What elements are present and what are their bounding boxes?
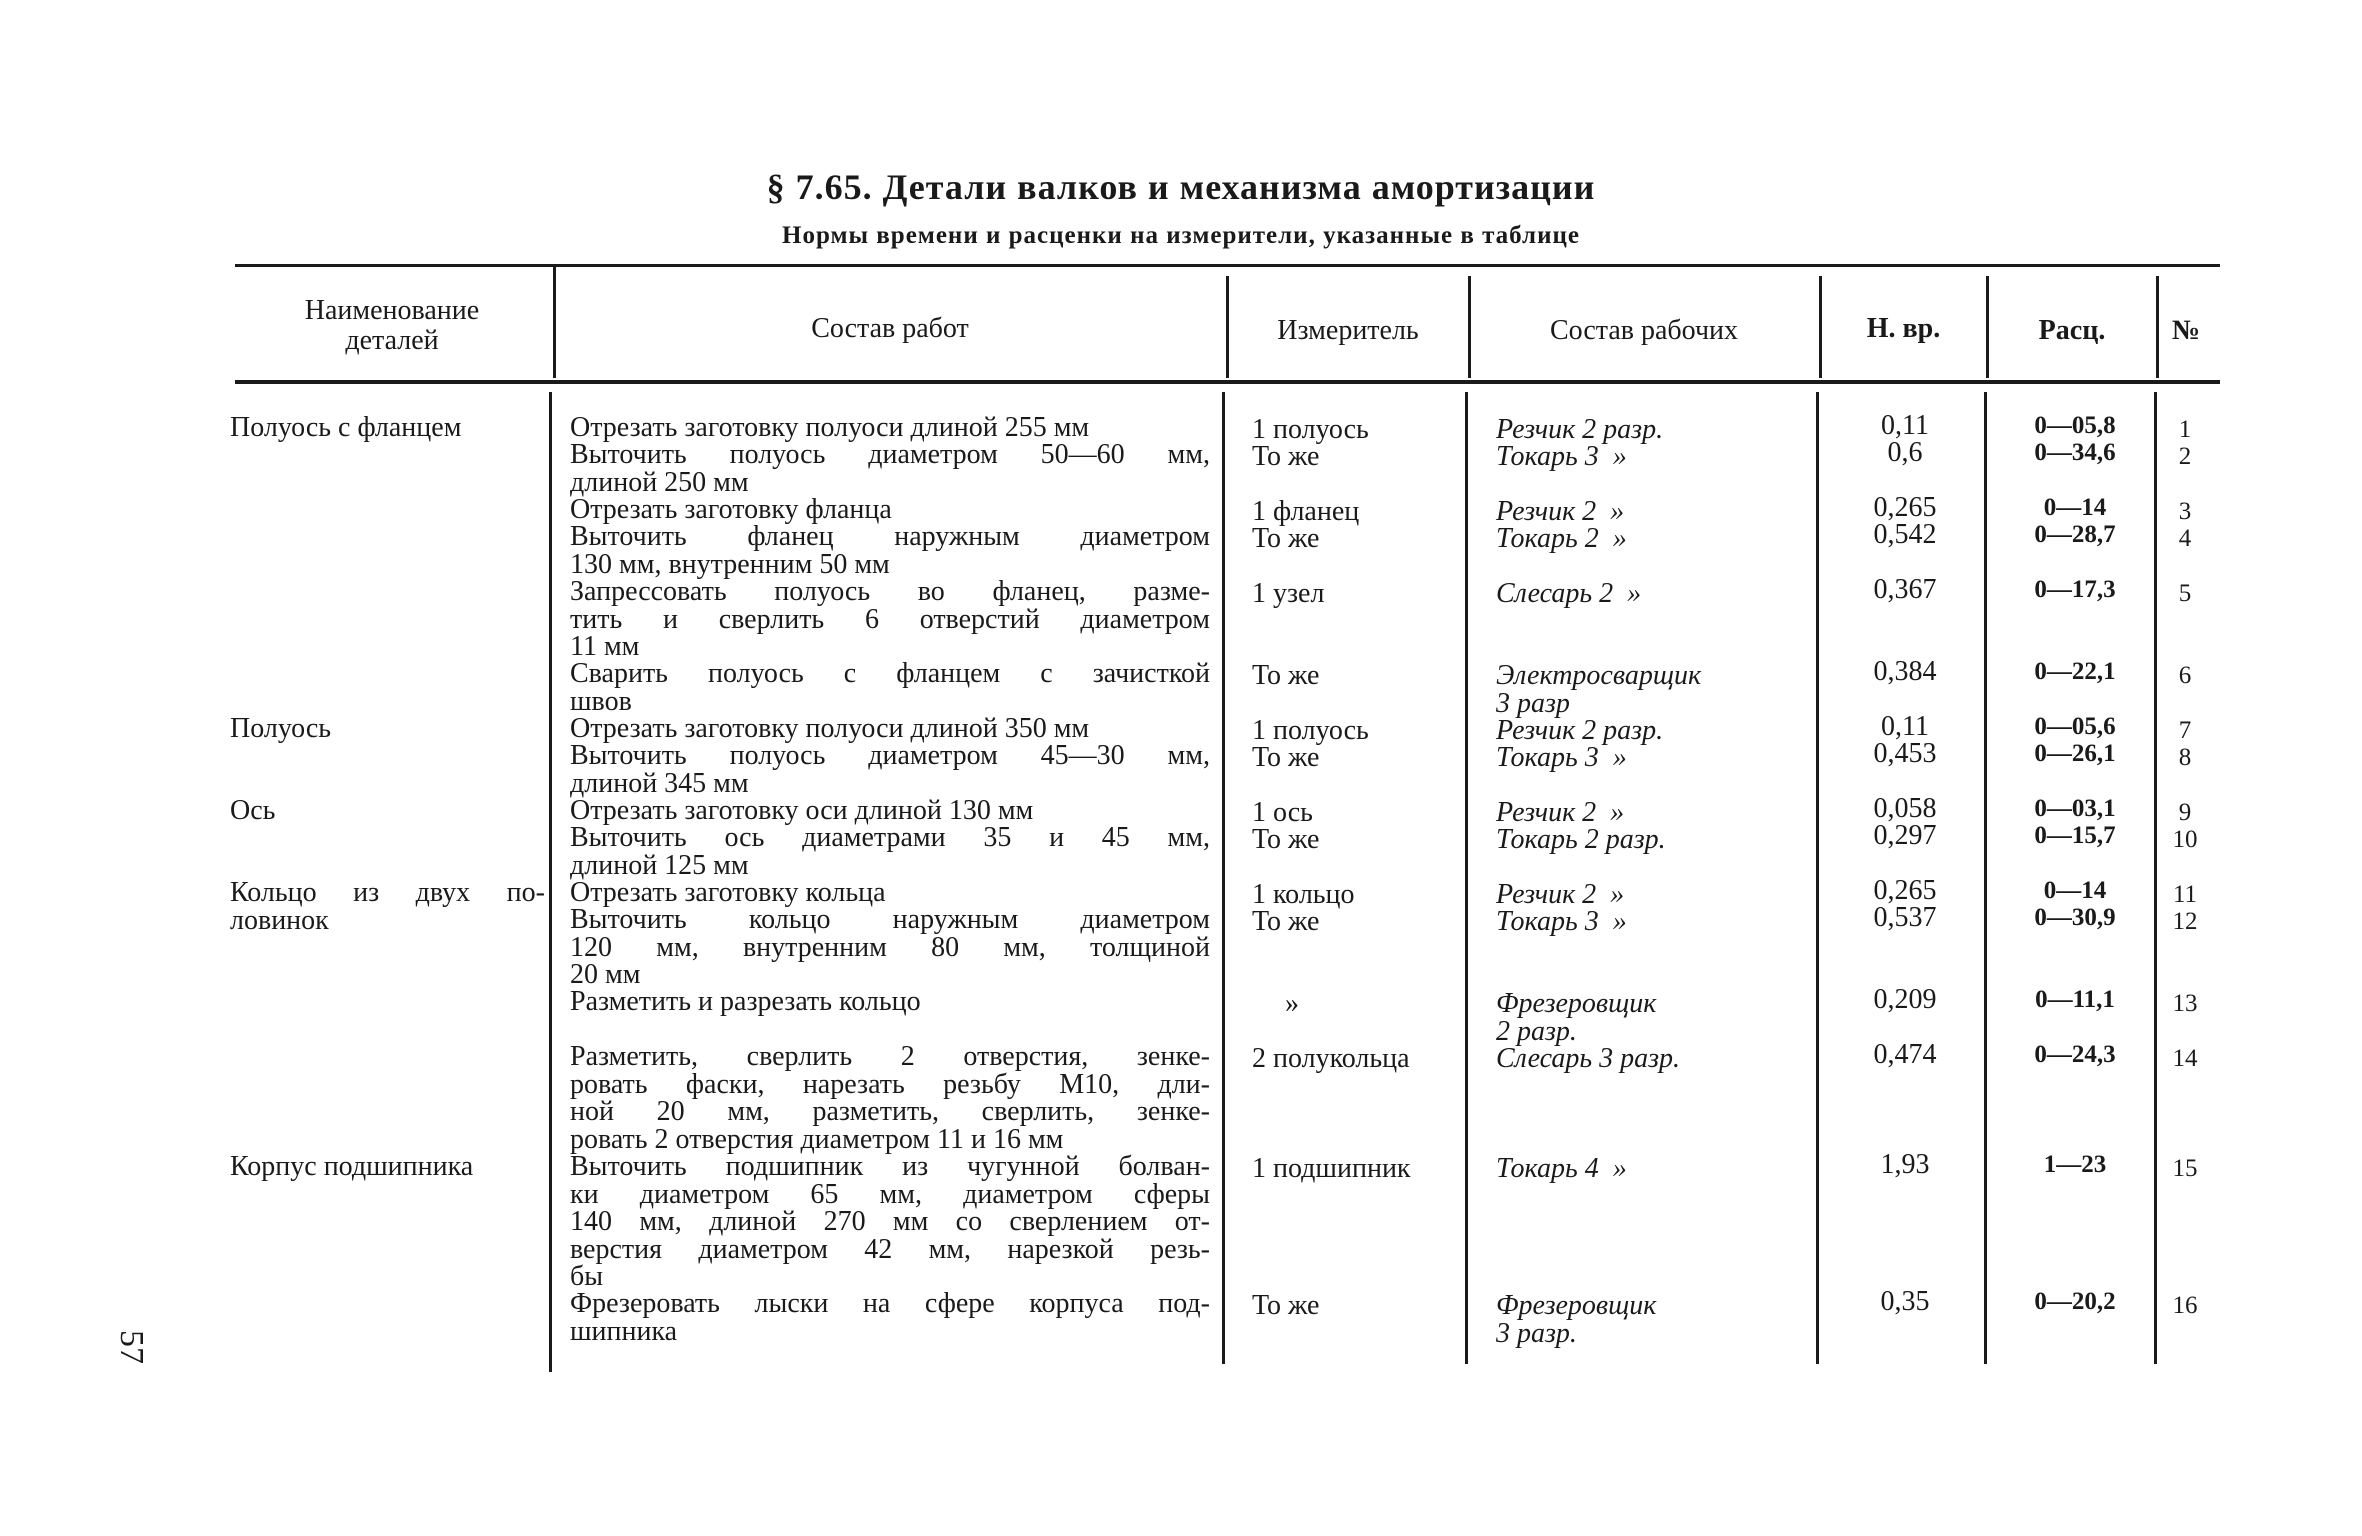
- time-norm: 0,367: [1873, 574, 1937, 605]
- header-detail-name-line-2: деталей: [345, 325, 439, 356]
- work-description-line: верстия диаметром 42 мм, нарезкой резь-: [570, 1233, 1210, 1265]
- detail-name: [230, 879, 545, 934]
- worker-composition: [1496, 525, 1627, 553]
- worker-composition: [1496, 744, 1627, 772]
- worker-composition-line: 2 разр.: [1496, 1015, 1577, 1047]
- table-header-rule: [235, 380, 2220, 384]
- time-norm: 0,209: [1873, 984, 1937, 1015]
- time-norm: 0,453: [1873, 738, 1937, 769]
- row-number: 1: [2178, 416, 2192, 443]
- unit-value: 1 кольцо: [1252, 879, 1355, 910]
- header-number: №: [2171, 315, 2201, 346]
- row-number: 13: [2172, 990, 2198, 1017]
- rate-value: 0—14: [2043, 494, 2107, 521]
- column-divider: [1984, 392, 1987, 1364]
- rate-value: 0—28,7: [2034, 521, 2116, 548]
- work-description: [570, 660, 1210, 715]
- work-description: [570, 1290, 1210, 1345]
- work-description-line: Фрезеровать лыски на сфере корпуса под-: [570, 1288, 1210, 1319]
- unit-value: 1 полуось: [1252, 715, 1369, 746]
- worker-composition-line: Токарь 3 »: [1496, 441, 1627, 472]
- work-description-line: Выточить подшипник из чугунной болван-: [570, 1151, 1210, 1182]
- header-detail-name-line-1: Наименование: [304, 295, 480, 326]
- work-description: [570, 523, 1210, 578]
- worker-composition-line: Резчик 2 »: [1496, 496, 1625, 527]
- work-description-line: Разметить, сверлить 2 отверстия, зенке-: [570, 1041, 1210, 1072]
- column-divider: [2154, 392, 2157, 1364]
- section-title: § 7.65. Детали валков и механизма амортизации: [766, 167, 1596, 207]
- worker-composition-line: Слесарь 2 »: [1496, 578, 1642, 609]
- work-description-line: швов: [570, 685, 632, 717]
- unit-value: То же: [1252, 660, 1320, 691]
- work-description: [570, 824, 1210, 879]
- detail-name-line: Корпус подшипника: [230, 1151, 474, 1182]
- work-description: [570, 879, 1210, 907]
- detail-name-line: ловинок: [230, 904, 329, 936]
- rate-value: 0—03,1: [2034, 795, 2116, 822]
- row-number: 5: [2178, 580, 2192, 607]
- row-number: 16: [2172, 1292, 2198, 1319]
- detail-name: [230, 715, 331, 743]
- worker-composition-line: Токарь 2 разр.: [1496, 824, 1666, 855]
- work-description: [570, 1043, 1210, 1153]
- rate-value: 0—20,2: [2034, 1288, 2116, 1315]
- time-norm: 0,11: [1881, 711, 1929, 742]
- worker-composition: [1496, 881, 1624, 909]
- work-description-line: Выточить кольцо наружным диаметром: [570, 904, 1210, 935]
- unit-value: То же: [1252, 1290, 1320, 1321]
- worker-composition-line: Токарь 2 »: [1496, 523, 1627, 554]
- column-divider: [549, 392, 552, 1372]
- time-norm: 0,265: [1873, 875, 1937, 906]
- rate-value: 0—34,6: [2034, 439, 2116, 466]
- work-description-line: Отрезать заготовку фланца: [570, 494, 892, 525]
- header-norm: Н. вр.: [1866, 313, 1941, 344]
- worker-composition: [1496, 1045, 1680, 1073]
- row-number: 6: [2178, 662, 2192, 689]
- worker-composition-line: Токарь 3 »: [1496, 742, 1627, 773]
- worker-composition: [1496, 1155, 1627, 1183]
- worker-composition: [1496, 826, 1666, 854]
- work-description-line: длиной 250 мм: [570, 466, 749, 498]
- rate-value: 0—05,6: [2034, 713, 2116, 740]
- worker-composition: [1496, 1292, 1656, 1347]
- work-description: [570, 906, 1210, 989]
- header-rate: Расц.: [2038, 315, 2106, 346]
- row-number: 2: [2178, 443, 2192, 470]
- rate-value: 0—24,3: [2034, 1041, 2116, 1068]
- unit-value: 1 полуось: [1252, 414, 1369, 445]
- header-detail-name: [236, 296, 548, 356]
- time-norm: 0,537: [1873, 902, 1937, 933]
- work-description-line: ки диаметром 65 мм, диаметром сферы: [570, 1178, 1210, 1210]
- work-description-line: Запрессовать полуось во фланец, разме-: [570, 576, 1210, 607]
- worker-composition: [1496, 416, 1663, 444]
- page-number: 57: [113, 1330, 150, 1364]
- work-description-line: Отрезать заготовку полуоси длиной 255 мм: [570, 412, 1090, 443]
- work-description: [570, 441, 1210, 496]
- row-number: 4: [2178, 525, 2192, 552]
- detail-name-line: Полуось: [230, 713, 332, 744]
- row-number: 12: [2172, 908, 2198, 935]
- worker-composition: [1496, 717, 1663, 745]
- time-norm: 0,35: [1880, 1286, 1930, 1317]
- column-divider: [1465, 392, 1468, 1364]
- work-description-line: ровать фаски, нарезать резьбу М10, дли-: [570, 1068, 1210, 1100]
- work-description: [570, 1153, 1210, 1291]
- time-norm: 0,542: [1873, 519, 1937, 550]
- worker-composition: [1496, 908, 1627, 936]
- work-description: [570, 988, 1210, 1016]
- rate-value: 0—05,8: [2034, 412, 2116, 439]
- row-number: 8: [2178, 744, 2192, 771]
- work-description: [570, 414, 1210, 442]
- detail-name: [230, 414, 461, 442]
- row-number: 14: [2172, 1045, 2198, 1072]
- unit-value: То же: [1252, 742, 1320, 773]
- work-description-line: Отрезать заготовку полуоси длиной 350 мм: [570, 713, 1090, 744]
- worker-composition-line: 3 разр: [1496, 687, 1570, 719]
- detail-name: [230, 1153, 473, 1181]
- worker-composition-line: Токарь 3 »: [1496, 906, 1627, 937]
- worker-composition-line: Резчик 2 »: [1496, 879, 1625, 910]
- unit-value: То же: [1252, 441, 1320, 472]
- worker-composition-line: Электросварщик: [1496, 660, 1702, 691]
- work-description-line: Сварить полуось с фланцем с зачисткой: [570, 658, 1210, 689]
- row-number: 11: [2172, 881, 2198, 908]
- row-number: 3: [2178, 498, 2192, 525]
- worker-composition-line: Резчик 2 »: [1496, 797, 1625, 828]
- row-number: 7: [2178, 717, 2192, 744]
- worker-composition-line: Токарь 4 »: [1496, 1153, 1627, 1184]
- detail-name: [230, 797, 275, 825]
- unit-value: То же: [1252, 824, 1320, 855]
- detail-name-line: Полуось с фланцем: [230, 412, 462, 443]
- work-description-line: Разметить и разрезать кольцо: [570, 986, 921, 1017]
- rate-value: 0—17,3: [2034, 576, 2116, 603]
- work-description-line: бы: [570, 1261, 604, 1292]
- time-norm: 0,058: [1873, 793, 1937, 824]
- work-description: [570, 578, 1210, 661]
- worker-composition: [1496, 990, 1656, 1045]
- worker-composition-line: Резчик 2 разр.: [1496, 715, 1664, 746]
- rate-value: 0—26,1: [2034, 740, 2116, 767]
- work-description-line: шипника: [570, 1315, 678, 1347]
- time-norm: 0,6: [1887, 437, 1923, 468]
- work-description-line: длиной 125 мм: [570, 849, 749, 881]
- rate-value: 1—23: [2043, 1151, 2107, 1178]
- column-divider: [1816, 392, 1819, 1364]
- work-description-line: 130 мм, внутренним 50 мм: [570, 548, 890, 580]
- work-description-line: 20 мм: [570, 959, 641, 990]
- work-description: [570, 715, 1210, 743]
- header-workers: Состав рабочих: [1549, 315, 1739, 346]
- rate-value: 0—14: [2043, 877, 2107, 904]
- unit-value: 1 подшипник: [1252, 1153, 1411, 1184]
- time-norm: 0,11: [1881, 410, 1929, 441]
- column-divider: [1222, 392, 1225, 1364]
- worker-composition-line: 3 разр.: [1496, 1317, 1577, 1349]
- row-number: 10: [2172, 826, 2198, 853]
- time-norm: 0,474: [1873, 1039, 1937, 1070]
- time-norm: 0,384: [1873, 656, 1937, 687]
- time-norm: 0,297: [1873, 820, 1937, 851]
- header-unit: Измеритель: [1277, 315, 1419, 346]
- work-description-line: 140 мм, длиной 270 мм со сверлением от-: [570, 1206, 1210, 1237]
- unit-value: 1 узел: [1252, 578, 1325, 609]
- header-work: Состав работ: [811, 313, 969, 344]
- detail-name-line: Кольцо из двух по-: [230, 877, 545, 908]
- work-description-line: длиной 345 мм: [570, 767, 749, 799]
- work-description-line: Отрезать заготовку оси длиной 130 мм: [570, 795, 1034, 826]
- time-norm: 1,93: [1880, 1149, 1930, 1180]
- time-norm: 0,265: [1873, 492, 1937, 523]
- worker-composition-line: Резчик 2 разр.: [1496, 414, 1664, 445]
- row-number: 9: [2178, 799, 2192, 826]
- worker-composition: [1496, 799, 1624, 827]
- work-description-line: Выточить фланец наружным диаметром: [570, 521, 1210, 552]
- worker-composition: [1496, 580, 1641, 608]
- unit-value: 2 полукольца: [1252, 1043, 1410, 1074]
- worker-composition-line: Фрезеровщик: [1496, 1290, 1657, 1321]
- work-description: [570, 742, 1210, 797]
- work-description-line: тить и сверлить 6 отверстий диаметром: [570, 603, 1210, 635]
- rate-value: 0—15,7: [2034, 822, 2116, 849]
- work-description: [570, 496, 1210, 524]
- work-description-line: 120 мм, внутренним 80 мм, толщиной: [570, 931, 1210, 963]
- work-description-line: Выточить полуось диаметром 50—60 мм,: [570, 439, 1210, 470]
- worker-composition-line: Слесарь 3 разр.: [1496, 1043, 1681, 1074]
- worker-composition: [1496, 498, 1624, 526]
- work-description-line: Выточить ось диаметрами 35 и 45 мм,: [570, 822, 1210, 853]
- unit-value: То же: [1252, 523, 1320, 554]
- unit-value: 1 ось: [1252, 797, 1313, 828]
- work-description: [570, 797, 1210, 825]
- work-description-line: Отрезать заготовку кольца: [570, 877, 886, 908]
- work-description-line: 11 мм: [570, 631, 640, 662]
- rate-value: 0—30,9: [2034, 904, 2116, 931]
- unit-value: »: [1285, 988, 1299, 1019]
- unit-value: То же: [1252, 906, 1320, 937]
- work-description-line: Выточить полуось диаметром 45—30 мм,: [570, 740, 1210, 771]
- rate-value: 0—11,1: [2035, 986, 2115, 1013]
- work-description-line: ной 20 мм, разметить, сверлить, зенке-: [570, 1096, 1210, 1127]
- unit-value: 1 фланец: [1252, 496, 1360, 527]
- detail-name-line: Ось: [230, 795, 276, 826]
- work-description-line: ровать 2 отверстия диаметром 11 и 16 мм: [570, 1123, 1064, 1155]
- row-number: 15: [2172, 1155, 2198, 1182]
- table-top-rule: [235, 264, 2220, 267]
- table-subtitle: Нормы времени и расценки на измерители, указанные в таблице: [782, 222, 1580, 249]
- worker-composition: [1496, 662, 1701, 717]
- worker-composition: [1496, 443, 1627, 471]
- worker-composition-line: Фрезеровщик: [1496, 988, 1657, 1019]
- rate-value: 0—22,1: [2034, 658, 2116, 685]
